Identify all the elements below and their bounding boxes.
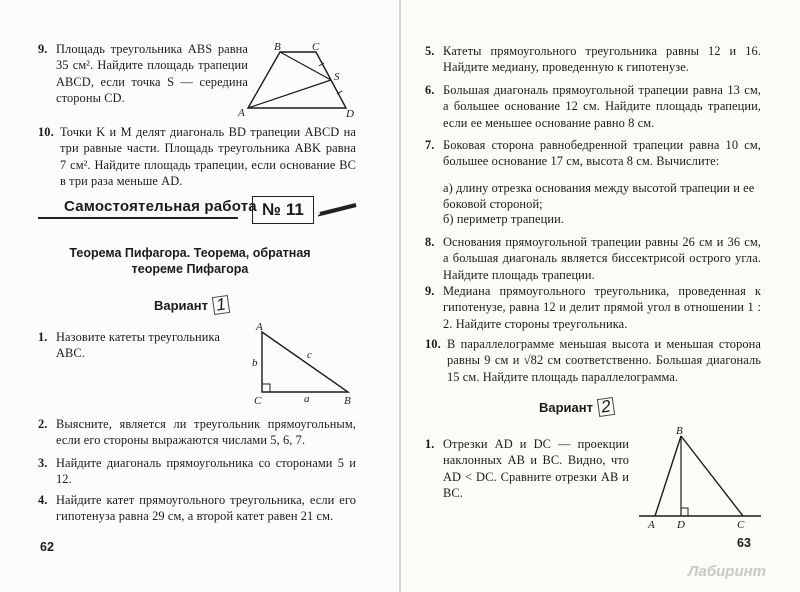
- triangle-label-b: B: [344, 395, 351, 406]
- section-header: [38, 196, 338, 224]
- section-title: Самостоятельная работа: [64, 198, 257, 215]
- side-label-c: c: [307, 349, 312, 361]
- problem-10-right: 10. В параллелограмме меньшая высота и меньшая сторона равны 9 см и √82 см соответственно. Большая диагональ 15 см. Найдите площадь параллелограмма.: [425, 337, 761, 384]
- label-d: D: [346, 108, 354, 120]
- problem-6: 6. Большая диагональ прямоугольной трапеции равна 13 см, а большее основание 12 см. Найдите площадь трапеции, если ее меньшее основание равно 8 см.: [425, 83, 761, 130]
- problem-7: 7. Боковая сторона равнобедренной трапеции равна 10 см, большее основание 17 см, высота 8 см. Вычислите:: [425, 138, 761, 169]
- section-subtitle: Теорема Пифагора. Теорема, обратная теореме Пифагора: [69, 246, 311, 276]
- projection-figure: [635, 424, 765, 532]
- problem-7-subitem-a: а) длину отрезка основания между высотой трапеции и ее боковой стороной;: [443, 181, 755, 212]
- page-number-left: 62: [40, 540, 54, 554]
- v1-problem-3: 3. Найдите диагональ прямоугольника со сторонами 5 и 12.: [38, 456, 356, 487]
- side-label-b: b: [252, 357, 258, 369]
- right-page: [401, 0, 800, 592]
- section-number-box: № 11: [252, 196, 314, 224]
- label-c: C: [312, 41, 320, 53]
- fig-label-c: C: [737, 519, 745, 531]
- fig-label-b: B: [676, 425, 683, 437]
- problem-8: 8. Основания прямоугольной трапеции равны 26 см и 36 см, а большая диагональ является биссектрисой острого угла. Найдите площадь трапеции.: [425, 235, 761, 282]
- variant-1-heading: [154, 296, 229, 314]
- variant-number: 1: [211, 295, 229, 315]
- label-a: A: [238, 107, 245, 119]
- label-s: S: [334, 71, 340, 83]
- variant-2-heading: [539, 398, 614, 416]
- variant-number: 2: [596, 397, 614, 417]
- left-page: [0, 0, 399, 592]
- v1-problem-1: 1. Назовите катеты треугольника ABC.: [38, 330, 220, 361]
- v1-problem-2: 2. Выясните, является ли треугольник прямоугольным, если его стороны выражаются числами 5, 6, 7.: [38, 417, 356, 448]
- side-label-a: a: [304, 393, 310, 405]
- fig-label-d: D: [677, 519, 685, 531]
- v1-problem-4: 4. Найдите катет прямоугольного треугольника, если его гипотенуза равна 29 см, а второй катет равен 21 см.: [38, 493, 356, 524]
- problem-9: 9. Площадь треугольника ABS равна 35 см². Найдите площадь трапеции ABCD, если точка S — середина стороны CD.: [38, 42, 248, 106]
- triangle-label-c: C: [254, 395, 262, 406]
- header-rule: [38, 217, 238, 219]
- variant-label: Вариант: [154, 298, 208, 313]
- right-triangle-figure: [244, 320, 360, 406]
- variant-label: Вариант: [539, 400, 593, 415]
- trapezoid-figure: [236, 40, 356, 120]
- watermark: Лабиринт: [688, 563, 767, 580]
- problem-5: 5. Катеты прямоугольного треугольника равны 12 и 16. Найдите медиану, проведенную к гипотенузе.: [425, 44, 761, 75]
- problem-9-right: 9. Медиана прямоугольного треугольника, проведенная к гипотенузе, равна 12 и делит прямой угол в отношении 1 : 2. Найдите стороны треугольника.: [425, 284, 761, 331]
- problem-7-subitem-b: б) периметр трапеции.: [443, 212, 565, 226]
- pen-icon: [318, 202, 360, 218]
- label-b: B: [274, 41, 281, 53]
- problem-10: 10. Точки K и M делят диагональ BD трапеции ABCD на три равные части. Площадь треугольника ABK равна 7 см². Найдите площадь трапеции, если основание BC в три раза меньше AD.: [38, 125, 356, 189]
- triangle-label-a: A: [256, 321, 263, 333]
- fig-label-a: A: [648, 519, 655, 531]
- page-number-right: 63: [737, 536, 751, 550]
- v2-problem-1: 1. Отрезки AD и DC — проекции наклонных AB и BC. Видно, что AD < DC. Сравните отрезки AB и BC.: [425, 437, 629, 501]
